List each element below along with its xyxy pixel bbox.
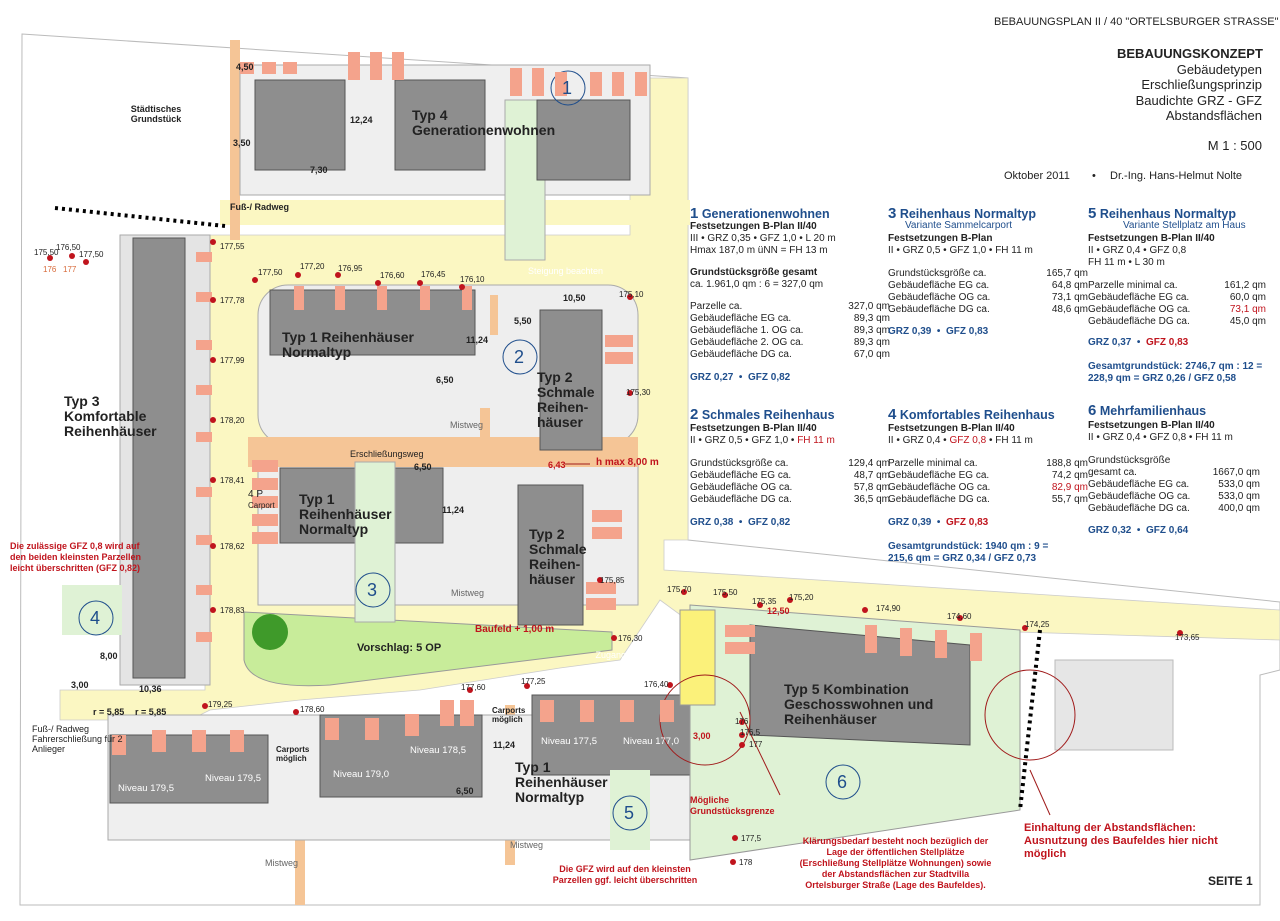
elevation-label: 176,10 bbox=[460, 275, 485, 284]
section-6-grz-gfz: GRZ 0,32 • GFZ 0,64 bbox=[1088, 525, 1189, 536]
note-gfz: Die zulässige GFZ 0,8 wird auf den beiden kleinsten Parzellen leicht überschritten (GFZ 0,82) bbox=[10, 541, 142, 573]
section-6-row: gesamt ca. 1667,0 qm bbox=[1088, 467, 1260, 478]
note-grundstuecksgrenze: Mögliche Grundstücksgrenze bbox=[690, 795, 775, 816]
section-2-row: Gebäudefläche OG ca. 57,8 qm bbox=[690, 482, 890, 493]
section-5-line-1: II • GRZ 0,4 • GFZ 0,8 bbox=[1088, 245, 1187, 256]
elevation-label: 175,50 bbox=[34, 248, 59, 257]
section-5-summary-1: Gesamtgrundstück: 2746,7 qm : 12 = bbox=[1088, 361, 1263, 372]
niveau-label: Niveau 179,5 bbox=[118, 783, 174, 794]
elevation-label: 176 bbox=[43, 265, 57, 274]
label-typ4: Typ 4 Generationenwohnen bbox=[412, 107, 556, 138]
elevation-label: 177,60 bbox=[461, 683, 486, 692]
section-1-title: 1 Generationenwohnen bbox=[690, 205, 830, 222]
section-1-line-2: Hmax 187,0 m üNN = FH 13 m bbox=[690, 245, 828, 256]
label-typ5: Typ 5 Kombination Geschosswohnen und Reihenhäuser bbox=[784, 681, 934, 727]
section-6-fest: Festsetzungen B-Plan II/40 bbox=[1088, 420, 1215, 431]
dimension: 4,50 bbox=[236, 62, 254, 72]
section-1-fest: Festsetzungen B-Plan II/40 bbox=[690, 221, 817, 232]
zone-number-6: 6 bbox=[837, 772, 848, 792]
label-mistweg-3: Mistweg bbox=[265, 858, 299, 868]
elevation-label: 174,25 bbox=[1025, 620, 1050, 629]
niveau-label: Niveau 179,5 bbox=[205, 773, 261, 784]
section-3-line: II • GRZ 0,5 • GFZ 1,0 • FH 11 m bbox=[888, 245, 1033, 256]
elevation-label: 177,20 bbox=[300, 262, 325, 271]
dimension: 10,50 bbox=[563, 293, 586, 303]
elevation-label: 176,45 bbox=[421, 270, 446, 279]
section-1-grundstueck-value: ca. 1.961,0 qm : 6 = 327,0 qm bbox=[690, 279, 824, 290]
elevation-label: 175,50 bbox=[713, 588, 738, 597]
elevation-label: 177,50 bbox=[258, 268, 283, 277]
dimension: 3,50 bbox=[233, 138, 251, 148]
section-1-row: Gebäudefläche EG ca. 89,3 qm bbox=[690, 313, 890, 324]
label-typ2-middle: Typ 2 Schmale Reihen-häuser bbox=[529, 526, 587, 587]
elevation-label: 174,60 bbox=[947, 612, 972, 621]
section-1-line-1: III • GRZ 0,35 • GFZ 1,0 • L 20 m bbox=[690, 233, 836, 244]
label-mistweg-2: Mistweg bbox=[451, 588, 485, 598]
section-4-fest: Festsetzungen B-Plan II/40 bbox=[888, 423, 1015, 434]
dimension: r = 5,85 bbox=[135, 707, 167, 717]
label-zugang-platz: Zugang mit dem "Platz" bbox=[595, 650, 661, 670]
note-abstand: Einhaltung der Abstandsflächen: Ausnutzung des Baufeldes hier nicht möglich bbox=[1024, 822, 1218, 860]
elevation-label: 178,41 bbox=[220, 476, 245, 485]
label-mistweg-4: Mistweg bbox=[510, 840, 544, 850]
elevation-label: 178,60 bbox=[300, 705, 325, 714]
elevation-label: 177 bbox=[749, 740, 763, 749]
niveau-label: Niveau 179,0 bbox=[333, 769, 389, 780]
section-4-summary-2: 215,6 qm = GRZ 0,34 / GFZ 0,73 bbox=[888, 553, 1037, 564]
label-fahrerschliessung: Fuß-/ Radweg Fahrerschließung für 2 Anlieger bbox=[32, 724, 123, 754]
elevation-label: 176,5 bbox=[740, 728, 761, 737]
scale-label: M 1 : 500 bbox=[1207, 138, 1262, 153]
elevation-label: 176,50 bbox=[56, 243, 81, 252]
elevation-label: 179,25 bbox=[208, 700, 233, 709]
elevation-label: 177 bbox=[63, 265, 77, 274]
mist-path-1 bbox=[480, 408, 490, 458]
zone-number-4: 4 bbox=[90, 608, 101, 628]
author-label: Dr.-Ing. Hans-Helmut Nolte bbox=[1110, 170, 1243, 182]
section-5-subtitle: Variante Stellplatz am Haus bbox=[1123, 220, 1246, 231]
dimension red: 3,00 bbox=[693, 731, 711, 741]
building-typ3 bbox=[133, 238, 185, 678]
dimension: 8,00 bbox=[100, 651, 118, 661]
elevation-label: 178,62 bbox=[220, 542, 245, 551]
mist-path-2 bbox=[490, 295, 498, 335]
dimension: 6,50 bbox=[456, 786, 474, 796]
section-5-row: Gebäudefläche EG ca. 60,0 qm bbox=[1088, 292, 1266, 303]
section-1-grundstueck: Grundstücksgröße gesamt bbox=[690, 267, 818, 278]
concept-line-3: Baudichte GRZ - GFZ bbox=[1135, 93, 1262, 108]
elevation-label: 177,55 bbox=[220, 242, 245, 251]
elevation-label: 177,99 bbox=[220, 356, 245, 365]
concept-line-1: Gebäudetypen bbox=[1176, 62, 1262, 77]
section-3-row: Gebäudefläche OG ca. 73,1 qm bbox=[888, 292, 1088, 303]
label-fuss-radweg: Fuß-/ Radweg bbox=[230, 202, 289, 212]
section-4-grz-gfz: GRZ 0,39 • GFZ 0,83 bbox=[888, 517, 989, 528]
section-2-row: Gebäudefläche DG ca. 36,5 qm bbox=[690, 494, 890, 505]
section-1-row: Parzelle ca. 327,0 qm bbox=[690, 301, 890, 312]
elevation-label: 176,95 bbox=[338, 264, 363, 273]
dimension: 7,30 bbox=[310, 165, 328, 175]
elevation-label: 177,78 bbox=[220, 296, 245, 305]
elevation-label: 176,60 bbox=[380, 271, 405, 280]
building-typ4-a bbox=[255, 80, 345, 170]
page-number: SEITE 1 bbox=[1208, 874, 1253, 888]
section-6-title: 6 Mehrfamilienhaus bbox=[1088, 402, 1207, 419]
dimension: r = 5,85 bbox=[93, 707, 125, 717]
concept-line-2: Erschließungsprinzip bbox=[1141, 77, 1262, 92]
concept-title: BEBAUUNGSKONZEPT bbox=[1117, 46, 1263, 61]
concept-line-4: Abstandsflächen bbox=[1165, 108, 1262, 123]
section-6-line: II • GRZ 0,4 • GFZ 0,8 • FH 11 m bbox=[1088, 432, 1233, 443]
section-4-row: Gebäudefläche OG ca. 82,9 qm bbox=[888, 482, 1088, 493]
elevation-label: 176,30 bbox=[618, 634, 643, 643]
elevation-label: 178 bbox=[739, 858, 753, 867]
dimension: 11,24 bbox=[493, 740, 516, 750]
dimension: 11,24 bbox=[442, 505, 465, 515]
section-4-summary-1: Gesamtgrundstück: 1940 qm : 9 = bbox=[888, 541, 1049, 552]
section-2-title: 2 Schmales Reihenhaus bbox=[690, 406, 835, 423]
elevation-label: 175,35 bbox=[752, 597, 777, 606]
dimension: 12,24 bbox=[350, 115, 373, 125]
dimension red: 12,50 bbox=[767, 606, 790, 616]
section-5-fest: Festsetzungen B-Plan II/40 bbox=[1088, 233, 1215, 244]
section-5-row: Parzelle minimal ca. 161,2 qm bbox=[1088, 280, 1266, 291]
section-2-line: II • GRZ 0,5 • GFZ 1,0 • FH 11 m bbox=[690, 435, 835, 446]
niveau-label: Niveau 177,0 bbox=[623, 736, 679, 747]
label-vorschlag: Vorschlag: 5 OP bbox=[357, 642, 442, 654]
section-4-line: II • GRZ 0,4 • GFZ 0,8 • FH 11 m bbox=[888, 435, 1033, 446]
elevation-label: 176 bbox=[735, 717, 749, 726]
neighbor-building bbox=[1055, 660, 1173, 750]
elevation-label: 175,30 bbox=[626, 388, 651, 397]
note-gfz-2: Die GFZ wird auf den kleinsten Parzellen ggf. leicht überschritten bbox=[552, 864, 698, 885]
yellow-access-typ5 bbox=[680, 610, 715, 705]
date-author-separator: • bbox=[1092, 170, 1096, 182]
elevation-label: 177,5 bbox=[741, 834, 762, 843]
note-klaerung: Klärungsbedarf besteht noch bezüglich der Lage der öffentlichen Stellplätze (Erschließung Stellplätze Wohnungen) sowie der Abstandsflächen zur Stadtvilla Ortelsburger Straße (Lage des Baufeldes). bbox=[799, 836, 992, 890]
label-typ3: Typ 3 Komfortable Reihenhäuser bbox=[64, 393, 157, 439]
date-label: Oktober 2011 bbox=[1004, 170, 1070, 182]
section-3-row: Gebäudefläche EG ca. 64,8 qm bbox=[888, 280, 1088, 291]
elevation-label: 174,90 bbox=[876, 604, 901, 613]
zone-number-5: 5 bbox=[624, 803, 635, 823]
section-5-grz-gfz: GRZ 0,37 • GFZ 0,83 bbox=[1088, 337, 1189, 348]
section-3-title: 3 Reihenhaus Normaltyp bbox=[888, 205, 1036, 222]
section-1-row: Gebäudefläche 2. OG ca. 89,3 qm bbox=[690, 337, 890, 348]
section-2-fest: Festsetzungen B-Plan II/40 bbox=[690, 423, 817, 434]
section-2-row: Grundstücksgröße ca. 129,4 qm bbox=[690, 458, 890, 469]
section-5-row: Gebäudefläche OG ca. 73,1 qm bbox=[1088, 304, 1266, 315]
elevation-label: 178,20 bbox=[220, 416, 245, 425]
section-4-row: Gebäudefläche DG ca. 55,7 qm bbox=[888, 494, 1088, 505]
label-typ1-south: Typ 1 Reihenhäuser Normaltyp bbox=[515, 759, 608, 805]
elevation-label: 177,25 bbox=[521, 677, 546, 686]
label-carports-1: Carports möglich bbox=[276, 745, 310, 763]
section-5-title: 5 Reihenhaus Normaltyp bbox=[1088, 205, 1236, 222]
label-erschliessungsweg: Erschließungsweg bbox=[350, 449, 424, 459]
section-3-subtitle: Variante Sammelcarport bbox=[905, 220, 1013, 231]
zone-number-1: 1 bbox=[562, 78, 573, 98]
section-4-row: Gebäudefläche EG ca. 74,2 qm bbox=[888, 470, 1088, 481]
niveau-label: Niveau 177,5 bbox=[541, 736, 597, 747]
northern-path bbox=[220, 200, 690, 225]
section-5-row: Gebäudefläche DG ca. 45,0 qm bbox=[1088, 316, 1266, 327]
section-6-row: Gebäudefläche DG ca. 400,0 qm bbox=[1088, 503, 1260, 514]
dimension red: 6,43 bbox=[548, 460, 566, 470]
dimension: 5,50 bbox=[514, 316, 532, 326]
section-6-row: Gebäudefläche OG ca. 533,0 qm bbox=[1088, 491, 1260, 502]
dimension: 11,24 bbox=[466, 335, 489, 345]
section-1-row: Gebäudefläche DG ca. 67,0 qm bbox=[690, 349, 890, 360]
plan-title: BEBAUUNGSPLAN II / 40 "ORTELSBURGER STRASSE" bbox=[994, 16, 1279, 28]
section-4-row: Parzelle minimal ca. 188,8 qm bbox=[888, 458, 1088, 469]
elevation-label: 175,70 bbox=[667, 585, 692, 594]
section-3-row: Gebäudefläche DG ca. 48,6 qm bbox=[888, 304, 1088, 315]
dimension: 3,00 bbox=[71, 680, 89, 690]
zone-number-2: 2 bbox=[514, 347, 525, 367]
label-4p: 4 P bbox=[248, 489, 264, 500]
elevation-label: 175,10 bbox=[619, 290, 644, 299]
dimension: 6,50 bbox=[414, 462, 432, 472]
dimension: 6,50 bbox=[436, 375, 454, 385]
tree bbox=[252, 614, 288, 650]
section-1-row: Gebäudefläche 1. OG ca. 89,3 qm bbox=[690, 325, 890, 336]
niveau-label: Niveau 178,5 bbox=[410, 745, 466, 756]
section-6-row: Gebäudefläche EG ca. 533,0 qm bbox=[1088, 479, 1260, 490]
label-typ1-middle: Typ 1 Reihenhäuser Normaltyp bbox=[299, 491, 392, 537]
section-5-line-2: FH 11 m • L 30 m bbox=[1088, 257, 1165, 268]
section-3-grz-gfz: GRZ 0,39 • GFZ 0,83 bbox=[888, 326, 989, 337]
label-typ1-upper: Typ 1 Reihenhäuser Normaltyp bbox=[282, 329, 415, 360]
section-4-title: 4 Komfortables Reihenhaus bbox=[888, 406, 1055, 423]
elevation-label: 173,65 bbox=[1175, 633, 1200, 642]
label-carports-2: Carports möglich bbox=[492, 706, 526, 724]
section-6-grundstueck: Grundstücksgröße bbox=[1088, 455, 1171, 466]
label-mistweg-1: Mistweg bbox=[450, 420, 484, 430]
building-south-2 bbox=[320, 715, 482, 797]
label-typ2-upper: Typ 2 Schmale Reihen-häuser bbox=[537, 369, 595, 430]
label-carport: Carport bbox=[248, 501, 275, 510]
zone-number-3: 3 bbox=[367, 580, 378, 600]
section-2-row: Gebäudefläche EG ca. 48,7 qm bbox=[690, 470, 890, 481]
section-1-grz-gfz: GRZ 0,27 • GFZ 0,82 bbox=[690, 372, 791, 383]
section-2-grz-gfz: GRZ 0,38 • GFZ 0,82 bbox=[690, 517, 791, 528]
dimension: 10,36 bbox=[139, 684, 162, 694]
section-5-summary-2: 228,9 qm = GRZ 0,26 / GFZ 0,58 bbox=[1088, 373, 1237, 384]
label-steigung: Steigung beachten bbox=[528, 266, 604, 276]
label-hmax: h max 8,00 m bbox=[596, 457, 659, 468]
elevation-label: 175,20 bbox=[789, 593, 814, 602]
section-3-row: Grundstücksgröße ca. 165,7 qm bbox=[888, 268, 1088, 279]
elevation-label: 176,40 bbox=[644, 680, 669, 689]
section-3-fest: Festsetzungen B-Plan bbox=[888, 233, 993, 244]
label-baufeld: Baufeld + 1,00 m bbox=[475, 624, 555, 635]
elevation-label: 175,85 bbox=[600, 576, 625, 585]
label-staedtisch: Städtisches Grundstück bbox=[130, 104, 182, 124]
elevation-label: 178,83 bbox=[220, 606, 245, 615]
elevation-label: 177,50 bbox=[79, 250, 104, 259]
